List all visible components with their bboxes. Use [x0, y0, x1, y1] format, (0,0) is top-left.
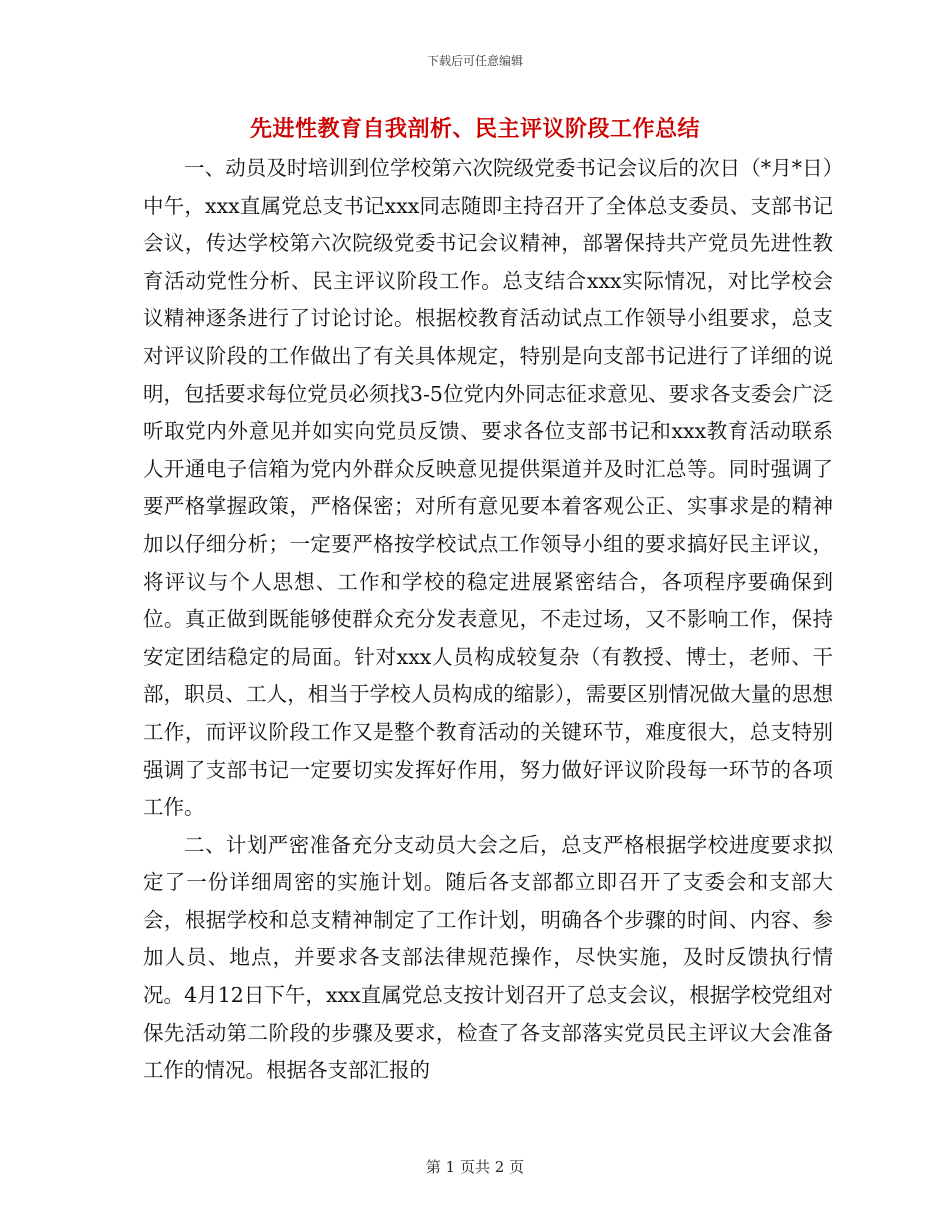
page-header: 下载后可任意编辑	[426, 54, 523, 68]
document-body	[143, 150, 833, 1090]
document-title: 先进性教育自我剖析、民主评议阶段工作总结	[249, 116, 700, 142]
paragraph-1: 一、动员及时培训到位学校第六次院级党委书记会议后的次日（*月*日）中午，xxx直属党总支书记xxx同志随即主持召开了全体总支委员、支部书记会议，传达学校第六次院级党委书记会议精神，部署保持共产党员先进性教育活动党性分析、民主评议阶段工作。总支结合xxx实际情况，对比学校会议精神逐条进行了讨论讨论。根据校教育活动试点工作领导小组要求，总支对评议阶段的工作做出了有关具体规定，特别是向支部书记进行了详细的说明，包括要求每位党员必须找3-5位党内外同志征求意见、要求各支委会广泛听取党内外意见并如实向党员反馈、要求各位支部书记和xxx教育活动联系人开通电子信箱为党内外群众反映意见提供渠道并及时汇总等。同时强调了要严格掌握政策，严格保密；对所有意见要本着客观公正、实事求是的精神加以仔细分析；一定要严格按学校试点工作领导小组的要求搞好民主评议，将评议与个人思想、工作和学校的稳定进展紧密结合，各项程序要确保到位。真正做到既能够使群众充分发表意见，不走过场，又不影响工作，保持安定团结稳定的局面。针对xxx人员构成较复杂（有教授、博士，老师、干部，职员、工人，相当于学校人员构成的缩影），需要区别情况做大量的思想工作，而评议阶段工作又是整个教育活动的关键环节，难度很大，总支特别强调了支部书记一定要切实发挥好作用，努力做好评议阶段每一环节的各项工作。	[143, 156, 833, 820]
paragraph-2: 二、计划严密准备充分支动员大会之后，总支严格根据学校进度要求拟定了一份详细周密的实施计划。随后各支部都立即召开了支委会和支部大会，根据学校和总支精神制定了工作计划，明确各个步骤的时间、内容、参加人员、地点，并要求各支部法律规范操作，尽快实施，及时反馈执行情况。4月12日下午，xxx直属党总支按计划召开了总支会议，根据学校党组对保先活动第二阶段的步骤及要求，检查了各支部落实党员民主评议大会准备工作的情况。根据各支部汇报的	[143, 832, 833, 1083]
page-footer: 第 1 页共 2 页	[425, 1158, 525, 1176]
